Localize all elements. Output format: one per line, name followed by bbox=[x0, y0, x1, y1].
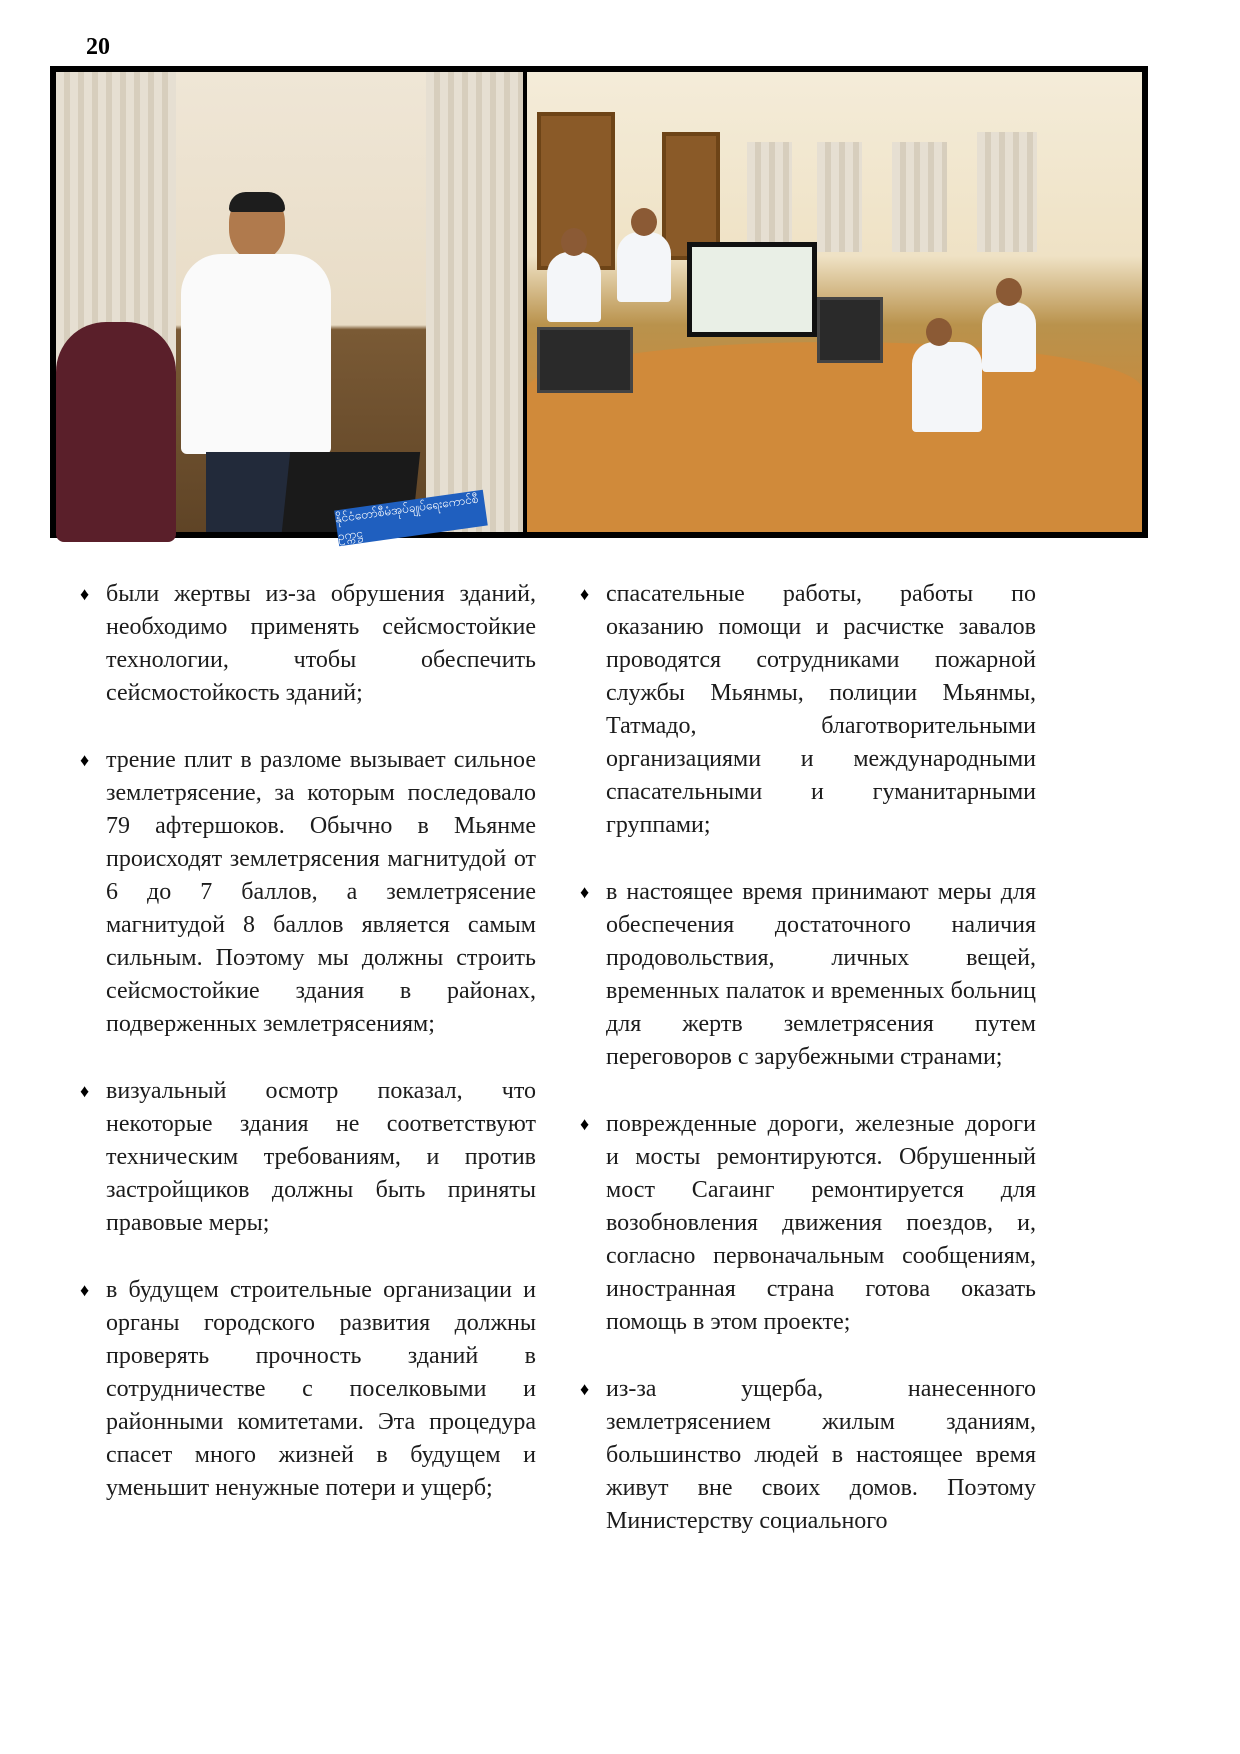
attendee bbox=[982, 302, 1036, 372]
window-curtain-4 bbox=[977, 132, 1037, 252]
curtain-right bbox=[426, 72, 523, 532]
door-center bbox=[662, 132, 720, 260]
nameplate: နိုင်ငံတော်စီမံအုပ်ချုပ်ရေးကောင်စီဥက္ကဋ္ဌ bbox=[334, 490, 488, 547]
diamond-bullet-icon: ♦ bbox=[580, 1114, 590, 1134]
list-item-text: визуальный осмотр показал, что некоторые здания не соответствуют техническим требованиям, и против застройщиков должны быть приняты правовые меры; bbox=[106, 1078, 536, 1236]
window-curtain-3 bbox=[892, 142, 947, 252]
diamond-bullet-icon: ♦ bbox=[80, 584, 90, 604]
photo-meeting-room bbox=[527, 72, 1142, 532]
list-item bbox=[580, 1373, 1120, 1538]
attendee bbox=[617, 232, 671, 302]
list-item bbox=[80, 1274, 620, 1505]
right-column bbox=[580, 578, 1120, 1572]
page-number: 20 bbox=[86, 34, 110, 60]
window-curtain-2 bbox=[817, 142, 862, 252]
list-item bbox=[80, 1075, 620, 1240]
speaker-shirt bbox=[181, 254, 331, 454]
list-item-text: в настоящее время принимают меры для обеспечения достаточного наличия продовольствия, личных вещей, временных палаток и временных больниц для жертв землетрясения путем переговоров с зарубежными странами; bbox=[606, 879, 1036, 1070]
video-conference-screen bbox=[687, 242, 817, 337]
diamond-bullet-icon: ♦ bbox=[580, 1379, 590, 1399]
attendee bbox=[912, 342, 982, 432]
speaker-hair bbox=[229, 192, 285, 212]
armchair bbox=[56, 322, 176, 542]
diamond-bullet-icon: ♦ bbox=[80, 1081, 90, 1101]
monitor-left bbox=[537, 327, 633, 393]
window-curtain-1 bbox=[747, 142, 792, 252]
list-item-text: были жертвы из-за обрушения зданий, необходимо применять сейсмостойкие технологии, чтобы обеспечить сейсмостойкость зданий; bbox=[106, 581, 536, 706]
list-item bbox=[580, 1108, 1120, 1339]
list-item-text: спасательные работы, работы по оказанию помощи и расчистке завалов проводятся сотрудниками пожарной службы Мьянмы, полиции Мьянмы, Татмадо, благотворительными организациями и международными спасательными и гуманитарными группами; bbox=[606, 581, 1036, 838]
list-item bbox=[580, 876, 1120, 1074]
diamond-bullet-icon: ♦ bbox=[80, 750, 90, 770]
photo-speaker bbox=[56, 72, 523, 544]
monitor-right bbox=[817, 297, 883, 363]
list-item-text: поврежденные дороги, железные дороги и мосты ремонтируются. Обрушенный мост Сагаинг ремонтируется для возобновления движения поездов, и, согласно первоначальным сообщениям, иностранная страна готова оказать помощь в этом проекте; bbox=[606, 1111, 1036, 1335]
diamond-bullet-icon: ♦ bbox=[580, 882, 590, 902]
photo-collage bbox=[50, 66, 1148, 544]
list-item bbox=[80, 578, 620, 710]
list-item bbox=[580, 578, 1120, 842]
list-item-text: трение плит в разломе вызывает сильное землетрясение, за которым последовало 79 афтершоков. Обычно в Мьянме происходят землетрясения магнитудой от 6 до 7 баллов, а землетрясение магнитудой 8 баллов является самым сильным. Поэтому мы должны строить сейсмостойкие здания в районах, подверженных землетрясениям; bbox=[106, 747, 536, 1037]
list-item-text: из-за ущерба, нанесенного землетрясением жилым зданиям, большинство людей в настоящее время живут вне своих домов. Поэтому Министерству социального bbox=[606, 1376, 1036, 1534]
list-item-text: в будущем строительные организации и органы городского развития должны проверять прочность зданий в сотрудничестве с поселковыми и районными комитетами. Эта процедура спасет много жизней в будущем и уменьшит ненужные потери и ущерб; bbox=[106, 1277, 536, 1501]
diamond-bullet-icon: ♦ bbox=[580, 584, 590, 604]
left-column bbox=[80, 578, 620, 1539]
list-item bbox=[80, 744, 620, 1041]
attendee bbox=[547, 252, 601, 322]
diamond-bullet-icon: ♦ bbox=[80, 1280, 90, 1300]
